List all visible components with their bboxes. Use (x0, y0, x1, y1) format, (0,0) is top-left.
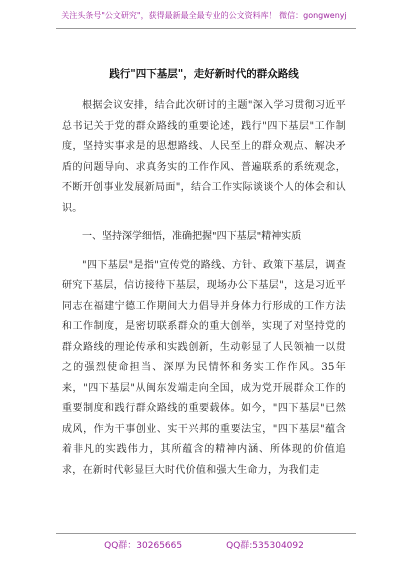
document-title: 践行"四下基层"，走好新时代的群众路线 (109, 68, 299, 80)
header-divider (56, 28, 356, 29)
intro-paragraph: 根据会议安排，结合此次研讨的主题"深入学习贯彻习近平总书记关于党的群众路线的重要论述，践行"四下基层"工作制度，坚持实事求是的思想路线、人民至上的群众观点、解决矛盾的问题导向、求真务实的工作作风、普遍联系的系统观念，不断开创事业发展新局面"，结合工作实际谈谈个人的体会和认识。 (62, 100, 346, 214)
header-banner: 关注头条号"公文研究"，获得最新最全最专业的公文资料库！ 微信：gongwenyj (61, 11, 347, 20)
document-body (62, 96, 346, 481)
footer-qq-group-1: QQ群：30265665 (104, 541, 183, 551)
section-paragraph: "四下基层"是指"宣传党的路线、方针、政策下基层，调查研究下基层，信访接待下基层，现场办公下基层"，这是习近平同志在福建宁德工作期间大力倡导并身体力行形成的工作方法和工作制度，是密切联系群众的重大创举，实现了对坚持党的群众路线的理论传承和实践创新，生动彰显了人民领袖一以贯之的强烈使命担当、深厚为民情怀和务实工作作风。35年来，"四下基层"从闽东发端走向全国，成为党开展群众工作的重要制度和践行群众路线的重要载体。如今，"四下基层"已然成风，作为干事创业、实干兴邦的重要法宝，"四下基层"蕴含着非凡的实践伟力，其所蕴含的精神内涵、所体现的价值追求，在新时代彰显巨大时代价值和强大生命力，为我们走 (62, 259, 346, 476)
footer (0, 538, 408, 551)
section-heading: 一、坚持深学细悟，准确把握"四下基层"精神实质 (82, 231, 302, 242)
footer-qq-group-2: QQ群:535304092 (226, 541, 304, 551)
footer-divider (56, 533, 356, 534)
